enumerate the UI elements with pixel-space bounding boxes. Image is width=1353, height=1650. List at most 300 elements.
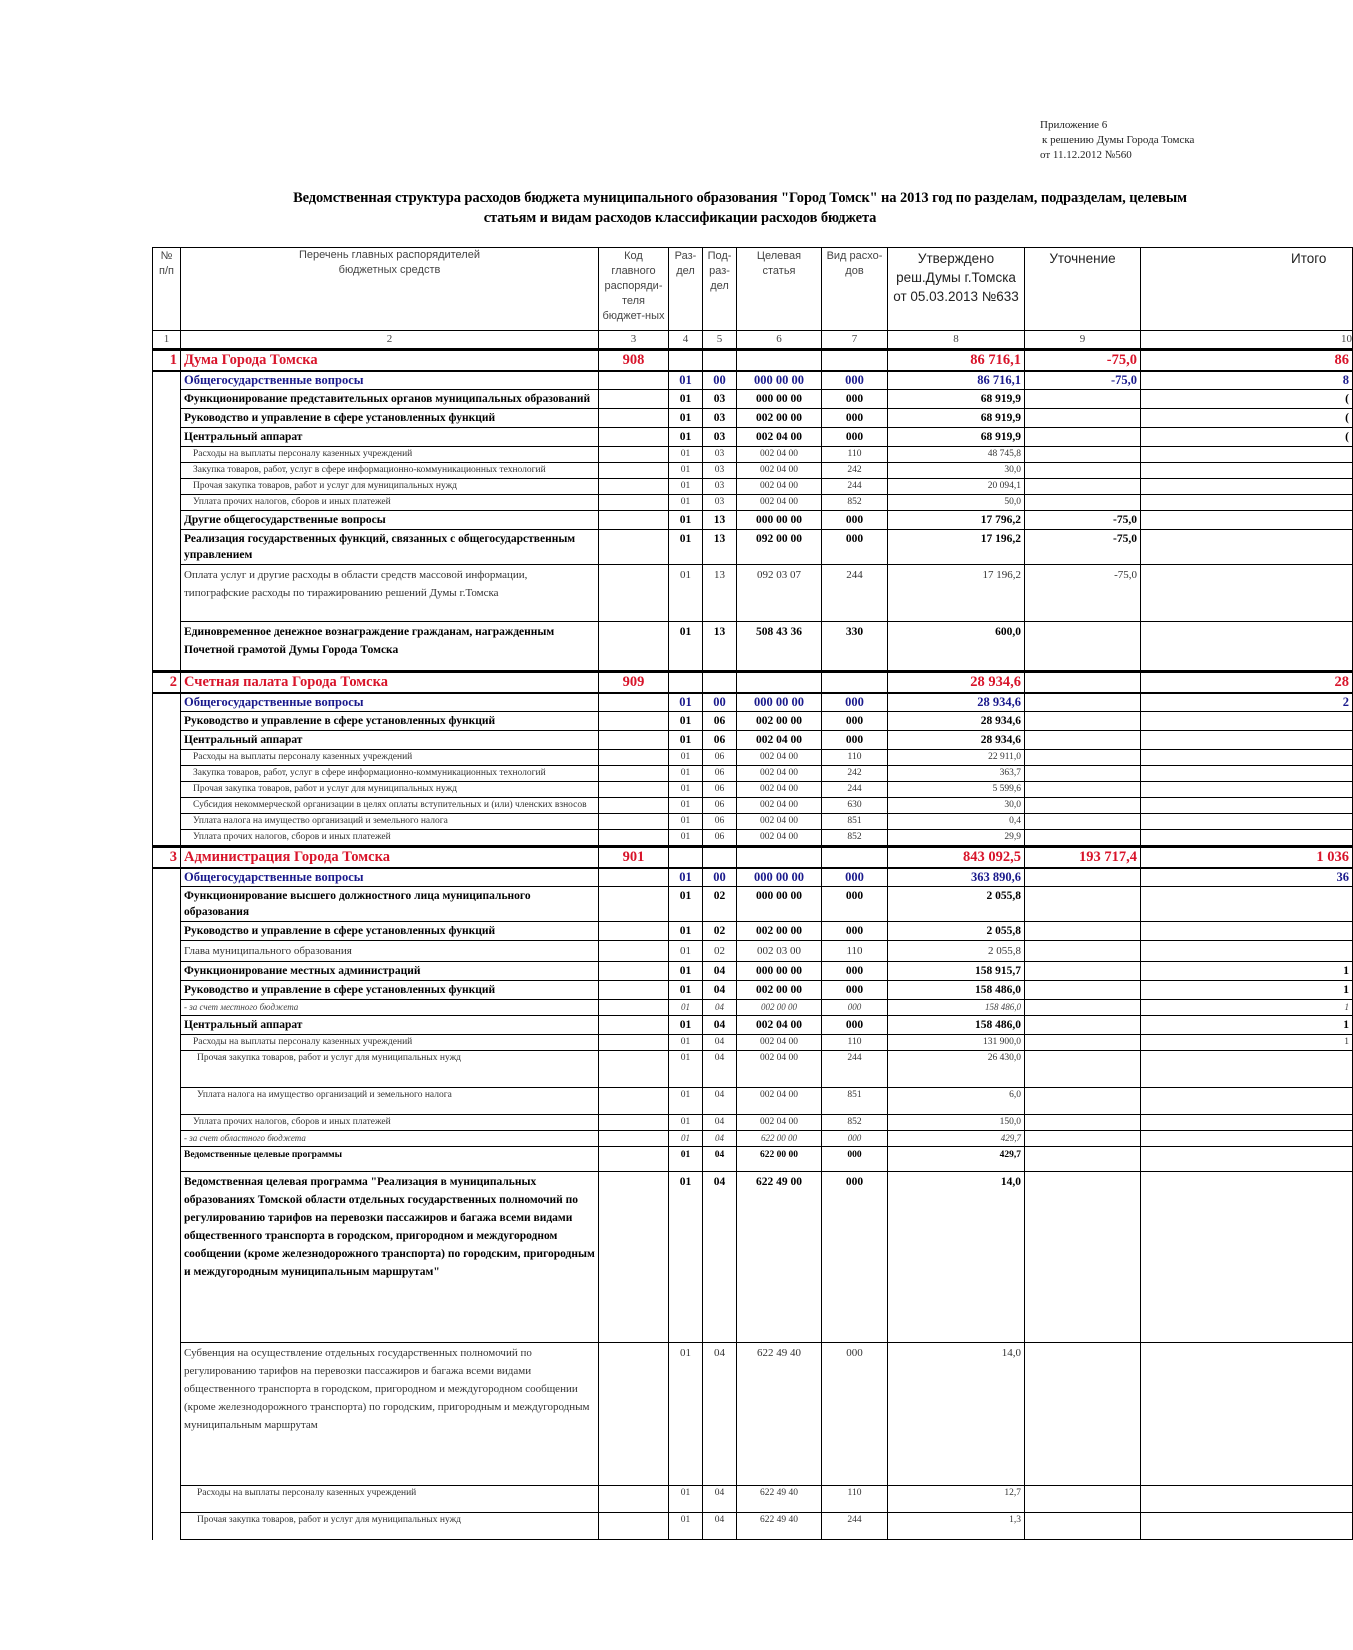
row-total [1141, 941, 1353, 962]
row-index [153, 447, 181, 463]
row-target: 000 00 00 [737, 390, 822, 409]
table-row [153, 814, 1353, 830]
table-row [153, 712, 1353, 731]
row-podrazdel: 06 [703, 814, 737, 830]
row-total: 28 [1141, 672, 1353, 694]
row-approved: 131 900,0 [888, 1035, 1025, 1051]
row-index [153, 463, 181, 479]
table-row [153, 622, 1353, 672]
row-name: Расходы на выплаты персоналу казенных учреждений [181, 1035, 599, 1051]
row-podrazdel [703, 847, 737, 869]
row-change [1025, 1115, 1141, 1131]
header-vid: Вид расхо-дов [822, 248, 888, 331]
row-podrazdel: 04 [703, 1147, 737, 1172]
row-index [153, 981, 181, 1000]
row-vid: 852 [822, 830, 888, 847]
row-total [1141, 1147, 1353, 1172]
row-vid: 000 [822, 428, 888, 447]
table-row [153, 750, 1353, 766]
header-razdel: Раз-дел [669, 248, 703, 331]
row-index [153, 962, 181, 981]
row-vid: 110 [822, 941, 888, 962]
row-vid: 000 [822, 693, 888, 712]
row-change [1025, 1000, 1141, 1016]
row-name: Реализация государственных функций, связанных с общегосударственным управлением [181, 530, 599, 565]
row-approved: 1,3 [888, 1513, 1025, 1540]
row-code [599, 1147, 669, 1172]
table-row [153, 1115, 1353, 1131]
row-index [153, 495, 181, 511]
row-vid: 110 [822, 447, 888, 463]
row-code [599, 1513, 669, 1540]
row-podrazdel: 00 [703, 868, 737, 887]
row-change [1025, 782, 1141, 798]
row-target: 002 04 00 [737, 798, 822, 814]
row-razdel: 01 [669, 922, 703, 941]
row-code [599, 712, 669, 731]
row-change: -75,0 [1025, 511, 1141, 530]
row-index [153, 1035, 181, 1051]
row-index [153, 1000, 181, 1016]
row-razdel: 01 [669, 622, 703, 672]
row-name: Уплата налога на имущество организаций и земельного налога [181, 1088, 599, 1115]
row-target: 002 04 00 [737, 428, 822, 447]
row-code [599, 428, 669, 447]
row-vid: 110 [822, 750, 888, 766]
row-approved: 843 092,5 [888, 847, 1025, 869]
row-razdel: 01 [669, 1343, 703, 1486]
row-podrazdel: 03 [703, 495, 737, 511]
row-total: ( [1141, 390, 1353, 409]
row-vid: 000 [822, 1131, 888, 1147]
row-total [1141, 1115, 1353, 1131]
row-index [153, 782, 181, 798]
row-index [153, 941, 181, 962]
row-name: Прочая закупка товаров, работ и услуг для муниципальных нужд [181, 1513, 599, 1540]
row-total [1141, 1343, 1353, 1486]
row-vid: 000 [822, 409, 888, 428]
row-podrazdel: 03 [703, 428, 737, 447]
row-total: 86 [1141, 350, 1353, 372]
row-approved: 26 430,0 [888, 1051, 1025, 1088]
row-target: 002 04 00 [737, 463, 822, 479]
table-row [153, 922, 1353, 941]
row-target: 622 49 40 [737, 1343, 822, 1486]
row-index [153, 390, 181, 409]
table-row [153, 798, 1353, 814]
row-name: Администрация Города Томска [181, 847, 599, 869]
row-change: -75,0 [1025, 371, 1141, 390]
row-total: ( [1141, 428, 1353, 447]
appendix-line-1: Приложение 6 [1040, 119, 1108, 131]
row-change [1025, 798, 1141, 814]
table-row [153, 1513, 1353, 1540]
header-num: № п/п [153, 248, 181, 331]
row-name: Общегосударственные вопросы [181, 693, 599, 712]
row-target: 508 43 36 [737, 622, 822, 672]
row-razdel: 01 [669, 1131, 703, 1147]
row-target: 622 00 00 [737, 1131, 822, 1147]
row-target: 622 49 40 [737, 1486, 822, 1513]
colnum: 2 [181, 331, 599, 350]
row-index [153, 1016, 181, 1035]
row-approved: 429,7 [888, 1147, 1025, 1172]
header-approved: Утверждено реш.Думы г.Томска от 05.03.2013 №633 [888, 248, 1025, 331]
row-razdel: 01 [669, 830, 703, 847]
row-change [1025, 622, 1141, 672]
row-code [599, 693, 669, 712]
row-target: 002 04 00 [737, 1088, 822, 1115]
row-index [153, 1115, 181, 1131]
row-vid: 000 [822, 1147, 888, 1172]
row-name: Прочая закупка товаров, работ и услуг для муниципальных нужд [181, 1051, 599, 1088]
row-razdel: 01 [669, 530, 703, 565]
row-podrazdel: 06 [703, 750, 737, 766]
row-vid [822, 350, 888, 372]
row-total [1141, 565, 1353, 622]
row-vid: 852 [822, 495, 888, 511]
row-podrazdel: 03 [703, 447, 737, 463]
org-row [153, 672, 1353, 694]
row-razdel: 01 [669, 887, 703, 922]
section-row [153, 868, 1353, 887]
row-vid: 000 [822, 981, 888, 1000]
row-total [1141, 1051, 1353, 1088]
row-target [737, 672, 822, 694]
row-code: 908 [599, 350, 669, 372]
row-approved: 68 919,9 [888, 390, 1025, 409]
row-code [599, 565, 669, 622]
row-total [1141, 750, 1353, 766]
row-name: Прочая закупка товаров, работ и услуг для муниципальных нужд [181, 782, 599, 798]
table-row [153, 1051, 1353, 1088]
row-approved: 150,0 [888, 1115, 1025, 1131]
row-podrazdel: 00 [703, 371, 737, 390]
row-name: Оплата услуг и другие расходы в области средств массовой информации, типографские расходы по тиражированию решений Думы г.Томска [181, 565, 599, 622]
row-code [599, 1172, 669, 1343]
row-approved: 17 196,2 [888, 565, 1025, 622]
row-podrazdel: 04 [703, 1131, 737, 1147]
row-total [1141, 447, 1353, 463]
table-row [153, 1016, 1353, 1035]
row-code [599, 495, 669, 511]
row-index [153, 814, 181, 830]
header-name: Перечень главных распорядителей бюджетных средств [181, 248, 599, 331]
row-target: 002 04 00 [737, 814, 822, 830]
section-row [153, 693, 1353, 712]
row-razdel [669, 847, 703, 869]
row-target: 092 00 00 [737, 530, 822, 565]
header-target: Целевая статья [737, 248, 822, 331]
row-podrazdel: 03 [703, 409, 737, 428]
budget-table [152, 247, 1353, 1540]
table-row [153, 731, 1353, 750]
row-target: 002 04 00 [737, 731, 822, 750]
row-vid: 244 [822, 782, 888, 798]
row-name: Руководство и управление в сфере установленных функций [181, 712, 599, 731]
table-row [153, 565, 1353, 622]
row-target: 002 00 00 [737, 1000, 822, 1016]
row-code [599, 1088, 669, 1115]
row-razdel: 01 [669, 962, 703, 981]
row-code [599, 1000, 669, 1016]
table-row [153, 1147, 1353, 1172]
row-podrazdel: 06 [703, 798, 737, 814]
row-vid: 244 [822, 565, 888, 622]
row-target: 002 04 00 [737, 1051, 822, 1088]
row-vid: 852 [822, 1115, 888, 1131]
row-index [153, 1172, 181, 1343]
row-podrazdel: 04 [703, 962, 737, 981]
row-change [1025, 868, 1141, 887]
row-index [153, 371, 181, 390]
row-code [599, 1343, 669, 1486]
row-code [599, 766, 669, 782]
row-total: 1 [1141, 981, 1353, 1000]
row-index [153, 750, 181, 766]
row-name: Функционирование высшего должностного лица муниципального образования [181, 887, 599, 922]
row-vid: 000 [822, 731, 888, 750]
row-target: 002 03 00 [737, 941, 822, 962]
row-target: 002 00 00 [737, 409, 822, 428]
header-change: Уточнение [1025, 248, 1141, 331]
row-name: Руководство и управление в сфере установленных функций [181, 981, 599, 1000]
row-change: 193 717,4 [1025, 847, 1141, 869]
row-change [1025, 922, 1141, 941]
row-total: 1 [1141, 962, 1353, 981]
row-change [1025, 463, 1141, 479]
row-name: Ведомственные целевые программы [181, 1147, 599, 1172]
row-vid: 244 [822, 479, 888, 495]
row-total [1141, 479, 1353, 495]
row-approved: 2 055,8 [888, 887, 1025, 922]
row-razdel: 01 [669, 1172, 703, 1343]
row-change [1025, 750, 1141, 766]
row-name: Общегосударственные вопросы [181, 868, 599, 887]
row-vid: 851 [822, 1088, 888, 1115]
row-code [599, 511, 669, 530]
table-row [153, 941, 1353, 962]
row-name: Уплата прочих налогов, сборов и иных платежей [181, 830, 599, 847]
row-code [599, 941, 669, 962]
colnum: 10 [1141, 331, 1353, 350]
row-podrazdel: 02 [703, 887, 737, 922]
row-target: 002 04 00 [737, 479, 822, 495]
row-approved: 17 796,2 [888, 511, 1025, 530]
row-code [599, 962, 669, 981]
row-vid: 000 [822, 1016, 888, 1035]
table-row [153, 766, 1353, 782]
row-approved: 86 716,1 [888, 350, 1025, 372]
row-index [153, 1147, 181, 1172]
row-index: 2 [153, 672, 181, 694]
row-razdel [669, 350, 703, 372]
row-approved: 30,0 [888, 463, 1025, 479]
row-approved: 22 911,0 [888, 750, 1025, 766]
row-podrazdel: 13 [703, 511, 737, 530]
row-total [1141, 1172, 1353, 1343]
row-code [599, 798, 669, 814]
row-target: 000 00 00 [737, 887, 822, 922]
table-row [153, 1343, 1353, 1486]
table-row [153, 428, 1353, 447]
row-total [1141, 463, 1353, 479]
row-index [153, 798, 181, 814]
row-total [1141, 1088, 1353, 1115]
row-vid: 000 [822, 511, 888, 530]
table-row [153, 887, 1353, 922]
row-target: 622 00 00 [737, 1147, 822, 1172]
row-index [153, 1343, 181, 1486]
row-name: Центральный аппарат [181, 731, 599, 750]
section-row [153, 371, 1353, 390]
row-target: 002 04 00 [737, 1016, 822, 1035]
row-index [153, 887, 181, 922]
row-code [599, 409, 669, 428]
row-index [153, 830, 181, 847]
row-code: 909 [599, 672, 669, 694]
row-podrazdel: 06 [703, 782, 737, 798]
row-name: Расходы на выплаты персоналу казенных учреждений [181, 750, 599, 766]
row-change [1025, 1172, 1141, 1343]
row-name: Закупка товаров, работ, услуг в сфере информационно-коммуникационных технологий [181, 463, 599, 479]
colnum: 5 [703, 331, 737, 350]
row-target: 002 00 00 [737, 981, 822, 1000]
row-podrazdel: 03 [703, 479, 737, 495]
row-name: - за счет областного бюджета [181, 1131, 599, 1147]
row-approved: 158 486,0 [888, 1016, 1025, 1035]
row-code [599, 922, 669, 941]
table-row [153, 479, 1353, 495]
row-podrazdel: 06 [703, 731, 737, 750]
colnum: 8 [888, 331, 1025, 350]
row-target: 002 04 00 [737, 750, 822, 766]
row-razdel: 01 [669, 693, 703, 712]
org-row [153, 847, 1353, 869]
appendix-line-3: от 11.12.2012 №560 [1040, 149, 1132, 161]
row-podrazdel: 13 [703, 622, 737, 672]
row-razdel: 01 [669, 750, 703, 766]
row-index [153, 868, 181, 887]
row-vid: 242 [822, 766, 888, 782]
row-total: 36 [1141, 868, 1353, 887]
colnum: 4 [669, 331, 703, 350]
row-razdel: 01 [669, 409, 703, 428]
row-code [599, 447, 669, 463]
row-target: 000 00 00 [737, 371, 822, 390]
row-total [1141, 1513, 1353, 1540]
row-total [1141, 712, 1353, 731]
row-vid: 000 [822, 962, 888, 981]
row-change [1025, 962, 1141, 981]
row-razdel: 01 [669, 712, 703, 731]
row-podrazdel: 04 [703, 1115, 737, 1131]
table-row [153, 495, 1353, 511]
row-vid: 851 [822, 814, 888, 830]
row-index [153, 409, 181, 428]
row-change [1025, 447, 1141, 463]
row-podrazdel: 03 [703, 390, 737, 409]
row-razdel: 01 [669, 1115, 703, 1131]
row-approved: 158 486,0 [888, 1000, 1025, 1016]
row-vid: 110 [822, 1486, 888, 1513]
row-approved: 429,7 [888, 1131, 1025, 1147]
row-change: -75,0 [1025, 565, 1141, 622]
row-name: Руководство и управление в сфере установленных функций [181, 922, 599, 941]
row-total [1141, 830, 1353, 847]
column-number-row [153, 331, 1353, 350]
row-razdel: 01 [669, 1051, 703, 1088]
row-code [599, 1115, 669, 1131]
row-vid: 000 [822, 712, 888, 731]
row-razdel: 01 [669, 1513, 703, 1540]
row-target: 002 00 00 [737, 922, 822, 941]
row-podrazdel: 04 [703, 1088, 737, 1115]
table-body [153, 350, 1353, 1540]
row-total [1141, 782, 1353, 798]
row-target [737, 350, 822, 372]
row-code [599, 830, 669, 847]
row-code [599, 1016, 669, 1035]
header-total: Итого [1141, 248, 1353, 331]
row-razdel: 01 [669, 1147, 703, 1172]
row-name: Расходы на выплаты персоналу казенных учреждений [181, 447, 599, 463]
row-name: Закупка товаров, работ, услуг в сфере информационно-коммуникационных технологий [181, 766, 599, 782]
row-target: 000 00 00 [737, 693, 822, 712]
row-code [599, 868, 669, 887]
header-podrazdel: Под-раз-дел [703, 248, 737, 331]
row-total: 1 [1141, 1000, 1353, 1016]
table-row [153, 447, 1353, 463]
row-razdel: 01 [669, 941, 703, 962]
row-approved: 48 745,8 [888, 447, 1025, 463]
row-approved: 158 915,7 [888, 962, 1025, 981]
row-change [1025, 693, 1141, 712]
row-vid: 242 [822, 463, 888, 479]
document-title [150, 188, 1330, 228]
row-change [1025, 830, 1141, 847]
row-vid: 000 [822, 1343, 888, 1486]
row-name: Общегосударственные вопросы [181, 371, 599, 390]
row-podrazdel: 04 [703, 1016, 737, 1035]
row-index [153, 1088, 181, 1115]
row-approved: 29,9 [888, 830, 1025, 847]
table-row [153, 1486, 1353, 1513]
colnum: 6 [737, 331, 822, 350]
row-change [1025, 495, 1141, 511]
row-name: Функционирование представительных органов муниципальных образований [181, 390, 599, 409]
row-total: 1 036 [1141, 847, 1353, 869]
row-target: 002 04 00 [737, 782, 822, 798]
row-vid: 000 [822, 1000, 888, 1016]
row-razdel: 01 [669, 565, 703, 622]
row-vid: 244 [822, 1513, 888, 1540]
row-razdel: 01 [669, 371, 703, 390]
row-vid: 000 [822, 1172, 888, 1343]
row-name: Субсидия некоммерческой организации в целях оплаты вступительных и (или) членских взносов [181, 798, 599, 814]
title-line-2: статьям и видам расходов классификации расходов бюджета [483, 210, 877, 226]
row-podrazdel: 04 [703, 1035, 737, 1051]
row-name: Глава муниципального образования [181, 941, 599, 962]
row-code [599, 1486, 669, 1513]
row-change [1025, 814, 1141, 830]
row-approved: 68 919,9 [888, 409, 1025, 428]
row-index [153, 565, 181, 622]
row-approved: 6,0 [888, 1088, 1025, 1115]
row-vid: 000 [822, 530, 888, 565]
row-index [153, 622, 181, 672]
row-name: Субвенция на осуществление отдельных государственных полномочий по регулированию тарифов на перевозки пассажиров и багажа всеми видами общественного транспорта в городском, пригородном и междугородном сообщении (кроме железнодорожного транспорта) по городским, пригородным и междугородным муниципальным маршрутам [181, 1343, 599, 1486]
